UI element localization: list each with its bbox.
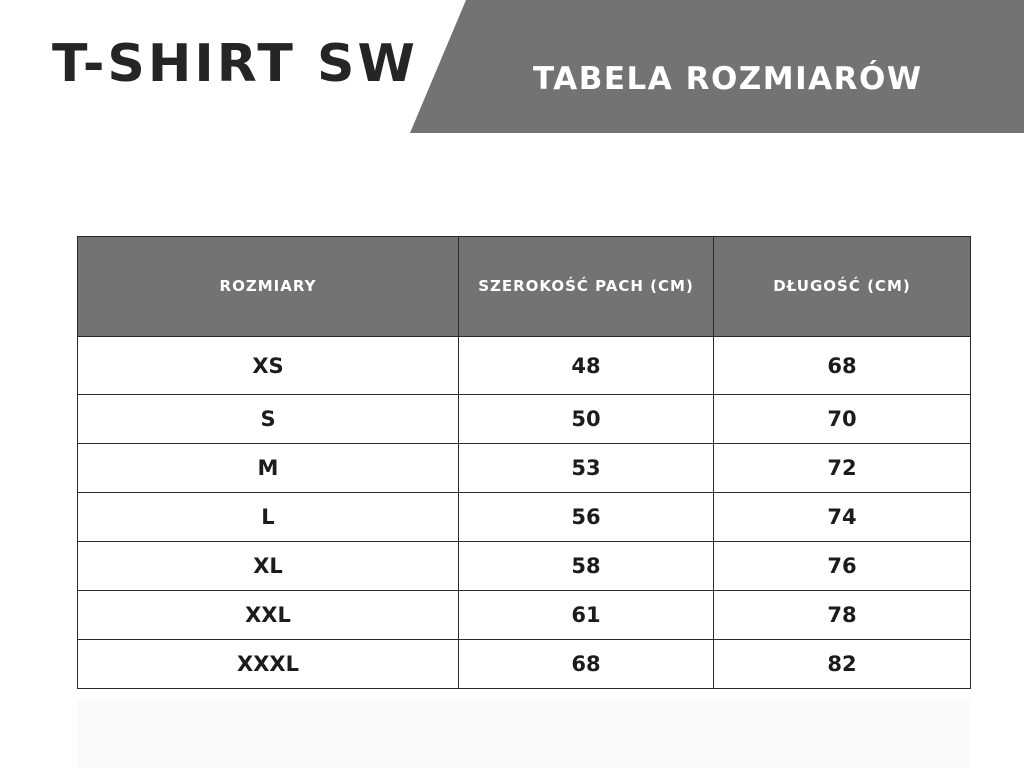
length-cell: 78	[714, 591, 971, 640]
column-header-size: ROZMIARY	[78, 237, 459, 337]
width-cell: 48	[459, 337, 714, 395]
product-title: T-SHIRT SW	[52, 34, 418, 94]
length-cell: 72	[714, 444, 971, 493]
size-cell: XS	[78, 337, 459, 395]
banner-title: TABELA ROZMIARÓW	[533, 61, 923, 97]
length-cell: 74	[714, 493, 971, 542]
table-row	[78, 640, 971, 689]
table-row	[78, 493, 971, 542]
length-cell: 70	[714, 395, 971, 444]
table-row	[78, 542, 971, 591]
width-cell: 61	[459, 591, 714, 640]
length-cell: 76	[714, 542, 971, 591]
table-row	[78, 444, 971, 493]
width-cell: 56	[459, 493, 714, 542]
size-cell: XXXL	[78, 640, 459, 689]
column-header-width: SZEROKOŚĆ PACH (CM)	[459, 237, 714, 337]
table-row	[78, 395, 971, 444]
column-header-length: DŁUGOŚĆ (CM)	[714, 237, 971, 337]
width-cell: 53	[459, 444, 714, 493]
table-row	[78, 337, 971, 395]
length-cell: 68	[714, 337, 971, 395]
size-cell: XXL	[78, 591, 459, 640]
size-cell: M	[78, 444, 459, 493]
width-cell: 58	[459, 542, 714, 591]
table-row	[78, 591, 971, 640]
size-cell: XL	[78, 542, 459, 591]
size-cell: L	[78, 493, 459, 542]
width-cell: 50	[459, 395, 714, 444]
length-cell: 82	[714, 640, 971, 689]
faint-footer-background	[77, 700, 970, 768]
size-cell: S	[78, 395, 459, 444]
width-cell: 68	[459, 640, 714, 689]
table-header-row	[78, 237, 971, 337]
size-table	[77, 236, 971, 689]
